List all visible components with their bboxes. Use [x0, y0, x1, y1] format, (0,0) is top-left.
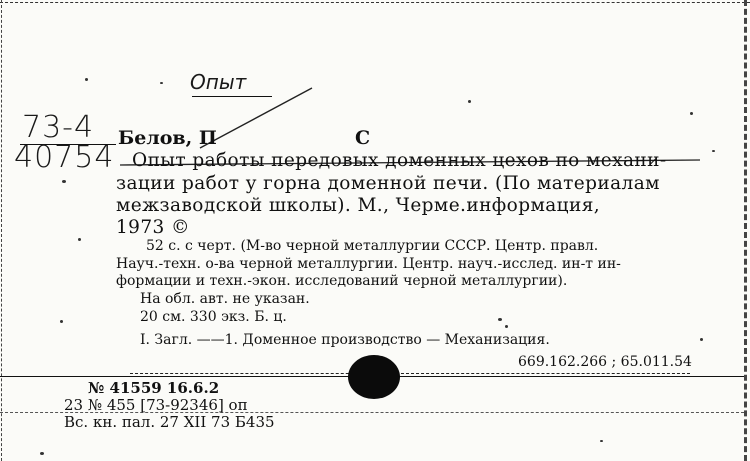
scan-speck: [498, 318, 502, 321]
scan-speck: [62, 180, 66, 183]
handwritten-code-bottom: 40754: [14, 140, 115, 175]
description-line-2: Науч.-техн. о-ва черной металлургии. Центр. науч.-исслед. ин-т ин-: [116, 256, 621, 272]
footer-order: 23 № 455 [73-92346] оп: [64, 396, 248, 414]
size-copies: 20 см. 330 экз. Б. ц.: [140, 309, 287, 325]
scan-speck: [40, 452, 44, 455]
scan-speck: [690, 112, 693, 115]
classification-dashed-line: [130, 373, 690, 374]
scan-speck: [600, 440, 603, 442]
scan-speck: [712, 150, 715, 152]
author-name: Белов, П: [118, 127, 217, 149]
title-line-3: межзаводской школы). М., Черме.информация,: [116, 195, 601, 216]
title-line-4: 1973 ©: [116, 217, 190, 238]
subject-headings: I. Загл. ——1. Доменное производство — Механизация.: [140, 332, 550, 348]
handwritten-code-top: 73-4: [22, 110, 95, 145]
footer-registration: № 41559 16.6.2: [88, 379, 220, 397]
price-note: На обл. авт. не указан.: [140, 291, 310, 307]
scan-speck: [700, 338, 703, 341]
scan-speck: [85, 78, 88, 81]
classification-index: 669.162.266 ; 65.011.54: [518, 354, 692, 370]
scan-speck: [505, 325, 508, 328]
scan-speck: [468, 100, 471, 103]
description-line-1: 52 с. с черт. (М-во черной металлургии СССР. Центр. правл.: [146, 238, 599, 254]
index-letter: С: [355, 127, 371, 149]
scan-speck: [160, 82, 163, 84]
handwritten-word: Опыт: [190, 70, 247, 94]
title-line-1: Опыт работы передовых доменных цехов по механи-: [132, 150, 667, 171]
scan-speck: [60, 320, 63, 323]
footer-imprint: Вс. кн. пал. 27 XII 73 Б435: [64, 413, 275, 431]
scan-speck: [78, 238, 81, 241]
punch-hole: [348, 355, 400, 399]
title-line-2: зации работ у горна доменной печи. (По материалам: [116, 173, 660, 194]
description-line-3: формации и техн.-экон. исследований черной металлургии).: [116, 273, 568, 289]
